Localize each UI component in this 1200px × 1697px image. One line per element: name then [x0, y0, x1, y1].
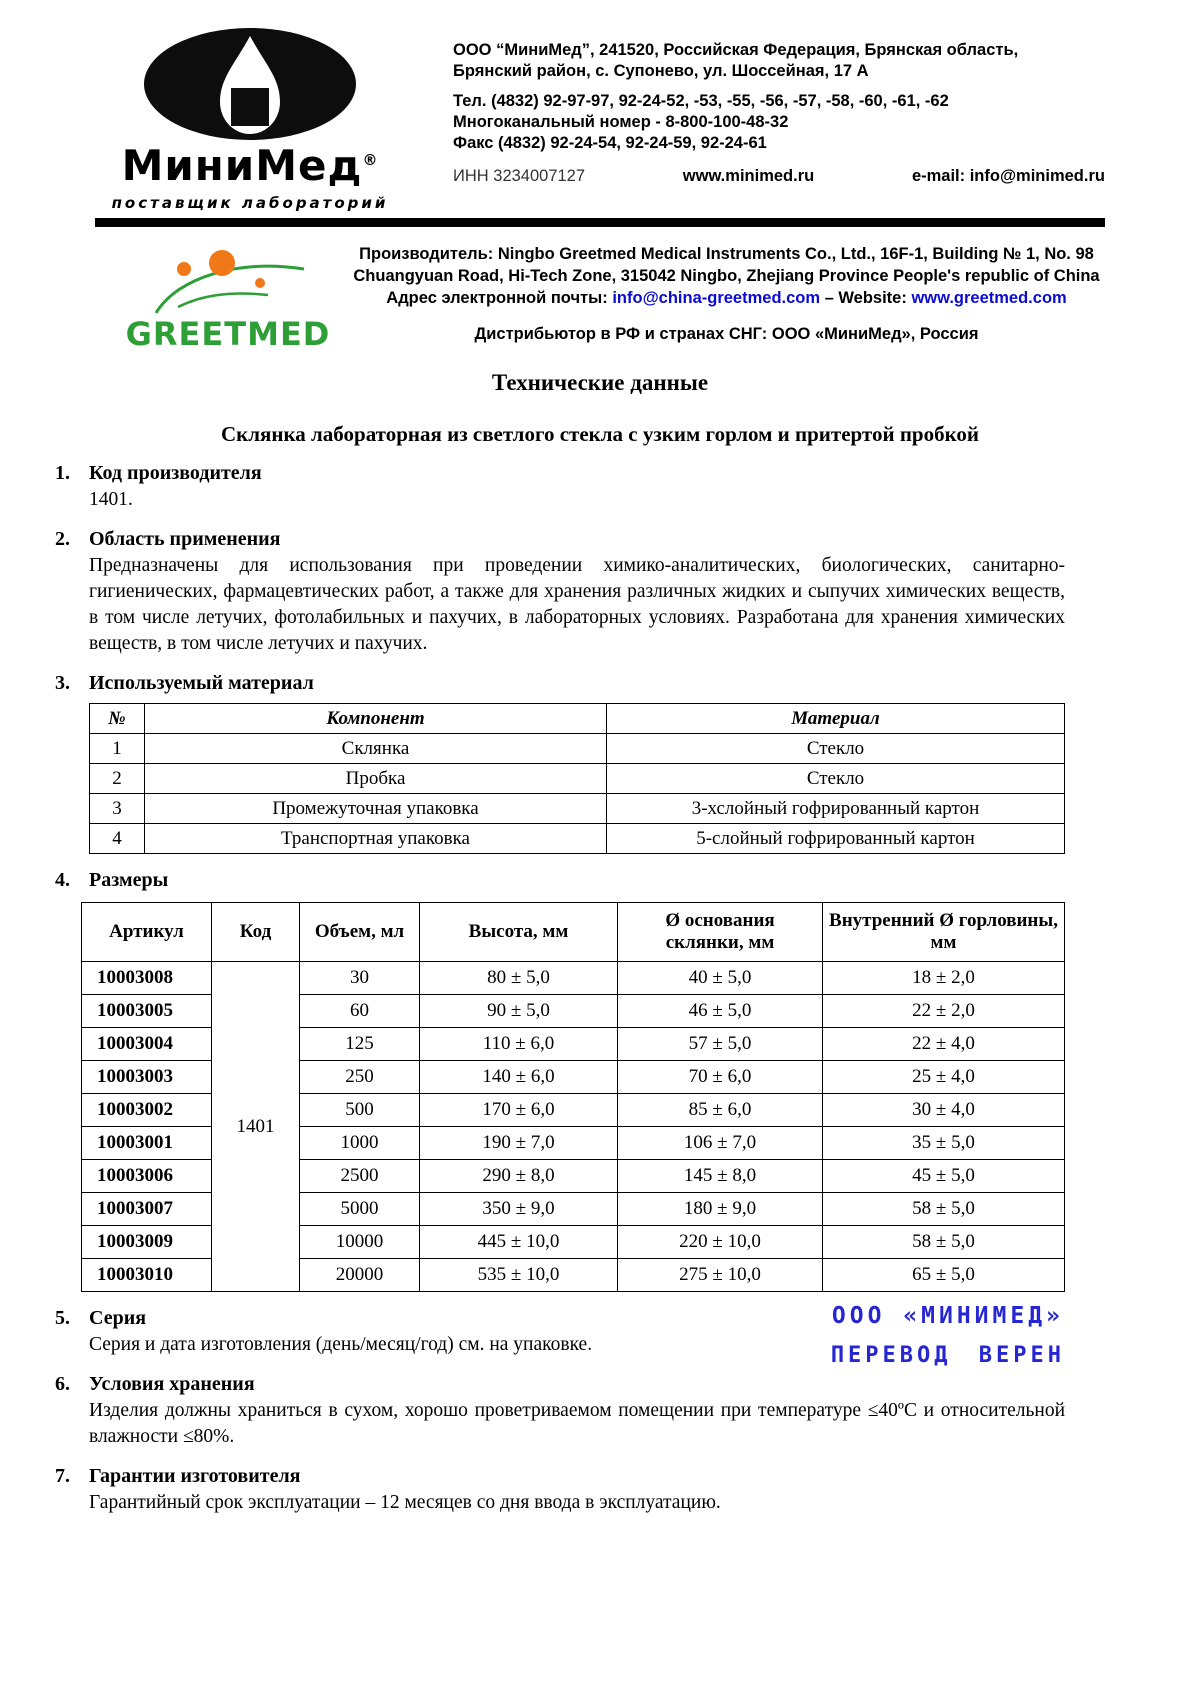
- article-cell: 10003002: [82, 1094, 212, 1127]
- section-number: 3.: [55, 672, 70, 695]
- article-cell: 10003007: [82, 1193, 212, 1226]
- table-cell: 1000: [300, 1127, 420, 1160]
- table-cell: 58 ± 5,0: [823, 1226, 1065, 1259]
- manufacturer-email-link[interactable]: info@china-greetmed.com: [612, 289, 821, 308]
- translation-stamp: [831, 1303, 1065, 1368]
- table-cell: 46 ± 5,0: [618, 995, 823, 1028]
- table-cell: 190 ± 7,0: [420, 1127, 618, 1160]
- table-cell: 290 ± 8,0: [420, 1160, 618, 1193]
- candle-flame-icon: [142, 26, 358, 142]
- table-cell: 180 ± 9,0: [618, 1193, 823, 1226]
- table-cell: 57 ± 5,0: [618, 1028, 823, 1061]
- table-cell: 220 ± 10,0: [618, 1226, 823, 1259]
- inn-number: ИНН 3234007127: [453, 167, 586, 185]
- table-row: [90, 734, 1065, 764]
- column-header: Материал: [607, 704, 1065, 734]
- manufacturer-text: [348, 239, 1105, 350]
- table-cell: 500: [300, 1094, 420, 1127]
- column-header: Компонент: [145, 704, 607, 734]
- section-number: 4.: [55, 869, 70, 892]
- table-cell: 30 ± 4,0: [823, 1094, 1065, 1127]
- table-cell: 1: [90, 734, 145, 764]
- column-header: Объем, мл: [300, 903, 420, 962]
- section-series: [55, 1303, 1065, 1369]
- brand-tagline: поставщик лабораторий: [111, 194, 389, 213]
- section-heading: Используемый материал: [89, 672, 314, 695]
- section-text: Изделия должны храниться в сухом, хорошо проветриваемом помещении при температуре ≤40ºС и относительной влажности ≤80%.: [89, 1400, 1065, 1448]
- table-row: [90, 824, 1065, 854]
- website-label: – Website:: [824, 289, 907, 308]
- sections: [55, 462, 1065, 1516]
- table-cell: 80 ± 5,0: [420, 962, 618, 995]
- table-cell: 30: [300, 962, 420, 995]
- table-cell: 22 ± 4,0: [823, 1028, 1065, 1061]
- manufacturer-website-link[interactable]: www.greetmed.com: [911, 289, 1067, 308]
- table-cell: 3-хслойный гофрированный картон: [607, 794, 1065, 824]
- article-cell: 10003001: [82, 1127, 212, 1160]
- article-cell: 10003009: [82, 1226, 212, 1259]
- sizes-table-body: [82, 962, 1065, 1292]
- section-heading: Условия хранения: [89, 1373, 255, 1396]
- table-cell: 22 ± 2,0: [823, 995, 1065, 1028]
- section-heading: Серия: [89, 1307, 147, 1330]
- greetmed-wordmark: GREETMED: [125, 315, 331, 354]
- sizes-table: [81, 902, 1065, 1292]
- greetmed-logo: [108, 239, 348, 354]
- article-cell: 10003010: [82, 1259, 212, 1292]
- table-cell: 60: [300, 995, 420, 1028]
- email-label: Адрес электронной почты:: [386, 289, 608, 308]
- article-cell: 10003006: [82, 1160, 212, 1193]
- column-header: Высота, мм: [420, 903, 618, 962]
- table-cell: 10000: [300, 1226, 420, 1259]
- table-cell: 4: [90, 824, 145, 854]
- table-cell: 40 ± 5,0: [618, 962, 823, 995]
- table-cell: Промежуточная упаковка: [145, 794, 607, 824]
- table-cell: Стекло: [607, 734, 1065, 764]
- column-header: Внутренний Ø горловины, мм: [823, 903, 1065, 962]
- article-cell: 10003008: [82, 962, 212, 995]
- table-row: [82, 962, 1065, 995]
- section-application: [55, 528, 1065, 657]
- table-cell: 140 ± 6,0: [420, 1061, 618, 1094]
- contact-block: [453, 26, 1105, 212]
- table-cell: 45 ± 5,0: [823, 1160, 1065, 1193]
- phone-line: Многоканальный номер - 8-800-100-48-32: [453, 113, 789, 131]
- section-heading: Гарантии изготовителя: [89, 1465, 301, 1488]
- table-cell: 25 ± 4,0: [823, 1061, 1065, 1094]
- table-cell: 145 ± 8,0: [618, 1160, 823, 1193]
- article-cell: 10003005: [82, 995, 212, 1028]
- table-cell: 445 ± 10,0: [420, 1226, 618, 1259]
- table-cell: 35 ± 5,0: [823, 1127, 1065, 1160]
- table-cell: 85 ± 6,0: [618, 1094, 823, 1127]
- section-storage: [55, 1373, 1065, 1450]
- section-warranty: [55, 1465, 1065, 1516]
- table-cell: Пробка: [145, 764, 607, 794]
- table-row: [90, 794, 1065, 824]
- section-heading: Код производителя: [89, 462, 262, 485]
- brand-text: МиниМед: [121, 141, 363, 190]
- section-materials: [55, 672, 1065, 854]
- table-cell: 106 ± 7,0: [618, 1127, 823, 1160]
- table-cell: 170 ± 6,0: [420, 1094, 618, 1127]
- table-cell: 250: [300, 1061, 420, 1094]
- address-line: Брянский район, с. Супонево, ул. Шоссейная, 17 А: [453, 62, 869, 80]
- table-cell: 20000: [300, 1259, 420, 1292]
- manufacturer-block: [108, 239, 1105, 354]
- code-cell: 1401: [212, 962, 300, 1292]
- table-cell: 110 ± 6,0: [420, 1028, 618, 1061]
- table-cell: 5-слойный гофрированный картон: [607, 824, 1065, 854]
- distributor-line: Дистрибьютор в РФ и странах СНГ: ООО «МиниМед», Россия: [474, 325, 979, 344]
- brand-name: [95, 141, 405, 190]
- table-cell: Стекло: [607, 764, 1065, 794]
- greetmed-swirl-icon: [118, 243, 338, 317]
- section-number: 2.: [55, 528, 70, 551]
- table-cell: 90 ± 5,0: [420, 995, 618, 1028]
- table-cell: Транспортная упаковка: [145, 824, 607, 854]
- table-header-row: [82, 903, 1065, 962]
- stamp-verified: ПЕРЕВОД ВЕРЕН: [830, 1343, 1065, 1369]
- table-cell: 535 ± 10,0: [420, 1259, 618, 1292]
- section-sizes: [55, 869, 1065, 1292]
- section-number: 7.: [55, 1465, 70, 1488]
- phone-line: Тел. (4832) 92-97-97, 92-24-52, -53, -55, -56, -57, -58, -60, -61, -62: [453, 92, 949, 110]
- phone-line: Факс (4832) 92-24-54, 92-24-59, 92-24-61: [453, 134, 767, 152]
- section-text: Гарантийный срок эксплуатации – 12 месяцев со дня ввода в эксплуатацию.: [89, 1492, 721, 1514]
- materials-table: [89, 703, 1065, 854]
- column-header: Ø основания склянки, мм: [618, 903, 823, 962]
- article-cell: 10003004: [82, 1028, 212, 1061]
- article-cell: 10003003: [82, 1061, 212, 1094]
- section-text: Серия и дата изготовления (день/месяц/год) см. на упаковке.: [89, 1334, 593, 1356]
- column-header: Артикул: [82, 903, 212, 962]
- manufacturer-links: [348, 287, 1105, 309]
- table-cell: 70 ± 6,0: [618, 1061, 823, 1094]
- section-number: 5.: [55, 1307, 70, 1330]
- section-text: Предназначены для использования при проведении химико-аналитических, биологических, санитарно-гигиенических, фармацевтических работ, а также для хранения различных жидких и сыпучих химических веществ, в том числе летучих, фотолабильных и пахучих, в лабораторных условиях. Разработана для хранения химических веществ, в том числе летучих и пахучих.: [89, 555, 1065, 655]
- manufacturer-line: Производитель: Ningbo Greetmed Medical Instruments Co., Ltd., 16F-1, Building № 1, No. 98: [359, 245, 1094, 264]
- section-number: 1.: [55, 462, 70, 485]
- section-heading: Область применения: [89, 528, 281, 551]
- table-cell: 2500: [300, 1160, 420, 1193]
- table-cell: 350 ± 9,0: [420, 1193, 618, 1226]
- column-header: №: [90, 704, 145, 734]
- registered-mark: ®: [362, 151, 379, 169]
- header: [0, 0, 1200, 212]
- address-line: ООО “МиниМед”, 241520, Российская Федерация, Брянская область,: [453, 41, 1019, 59]
- table-cell: 65 ± 5,0: [823, 1259, 1065, 1292]
- stamp-company: ООО «МИНИМЕД»: [831, 1303, 1064, 1330]
- table-cell: 2: [90, 764, 145, 794]
- section-heading: Размеры: [89, 869, 169, 892]
- table-cell: 125: [300, 1028, 420, 1061]
- minimed-logo: [95, 26, 405, 212]
- website-link[interactable]: www.minimed.ru: [682, 167, 815, 185]
- section-text: 1401.: [89, 489, 133, 511]
- product-subtitle: Склянка лабораторная из светлого стекла с узким горлом и притертой пробкой: [220, 422, 980, 447]
- table-cell: 5000: [300, 1193, 420, 1226]
- email-link[interactable]: e-mail: info@minimed.ru: [911, 167, 1105, 185]
- manufacturer-line: Chuangyuan Road, Hi-Tech Zone, 315042 Ningbo, Zhejiang Province People's republic of China: [353, 267, 1100, 286]
- table-cell: 58 ± 5,0: [823, 1193, 1065, 1226]
- materials-table-body: [90, 734, 1065, 854]
- table-cell: Склянка: [145, 734, 607, 764]
- section-manufacturer-code: [55, 462, 1065, 513]
- table-header-row: [90, 704, 1065, 734]
- column-header: Код: [212, 903, 300, 962]
- inn-row: [453, 166, 1105, 187]
- table-cell: 275 ± 10,0: [618, 1259, 823, 1292]
- table-cell: 18 ± 2,0: [823, 962, 1065, 995]
- header-divider: [95, 218, 1105, 227]
- page-title: Технические данные: [491, 370, 709, 396]
- table-cell: 3: [90, 794, 145, 824]
- table-row: [90, 764, 1065, 794]
- section-number: 6.: [55, 1373, 70, 1396]
